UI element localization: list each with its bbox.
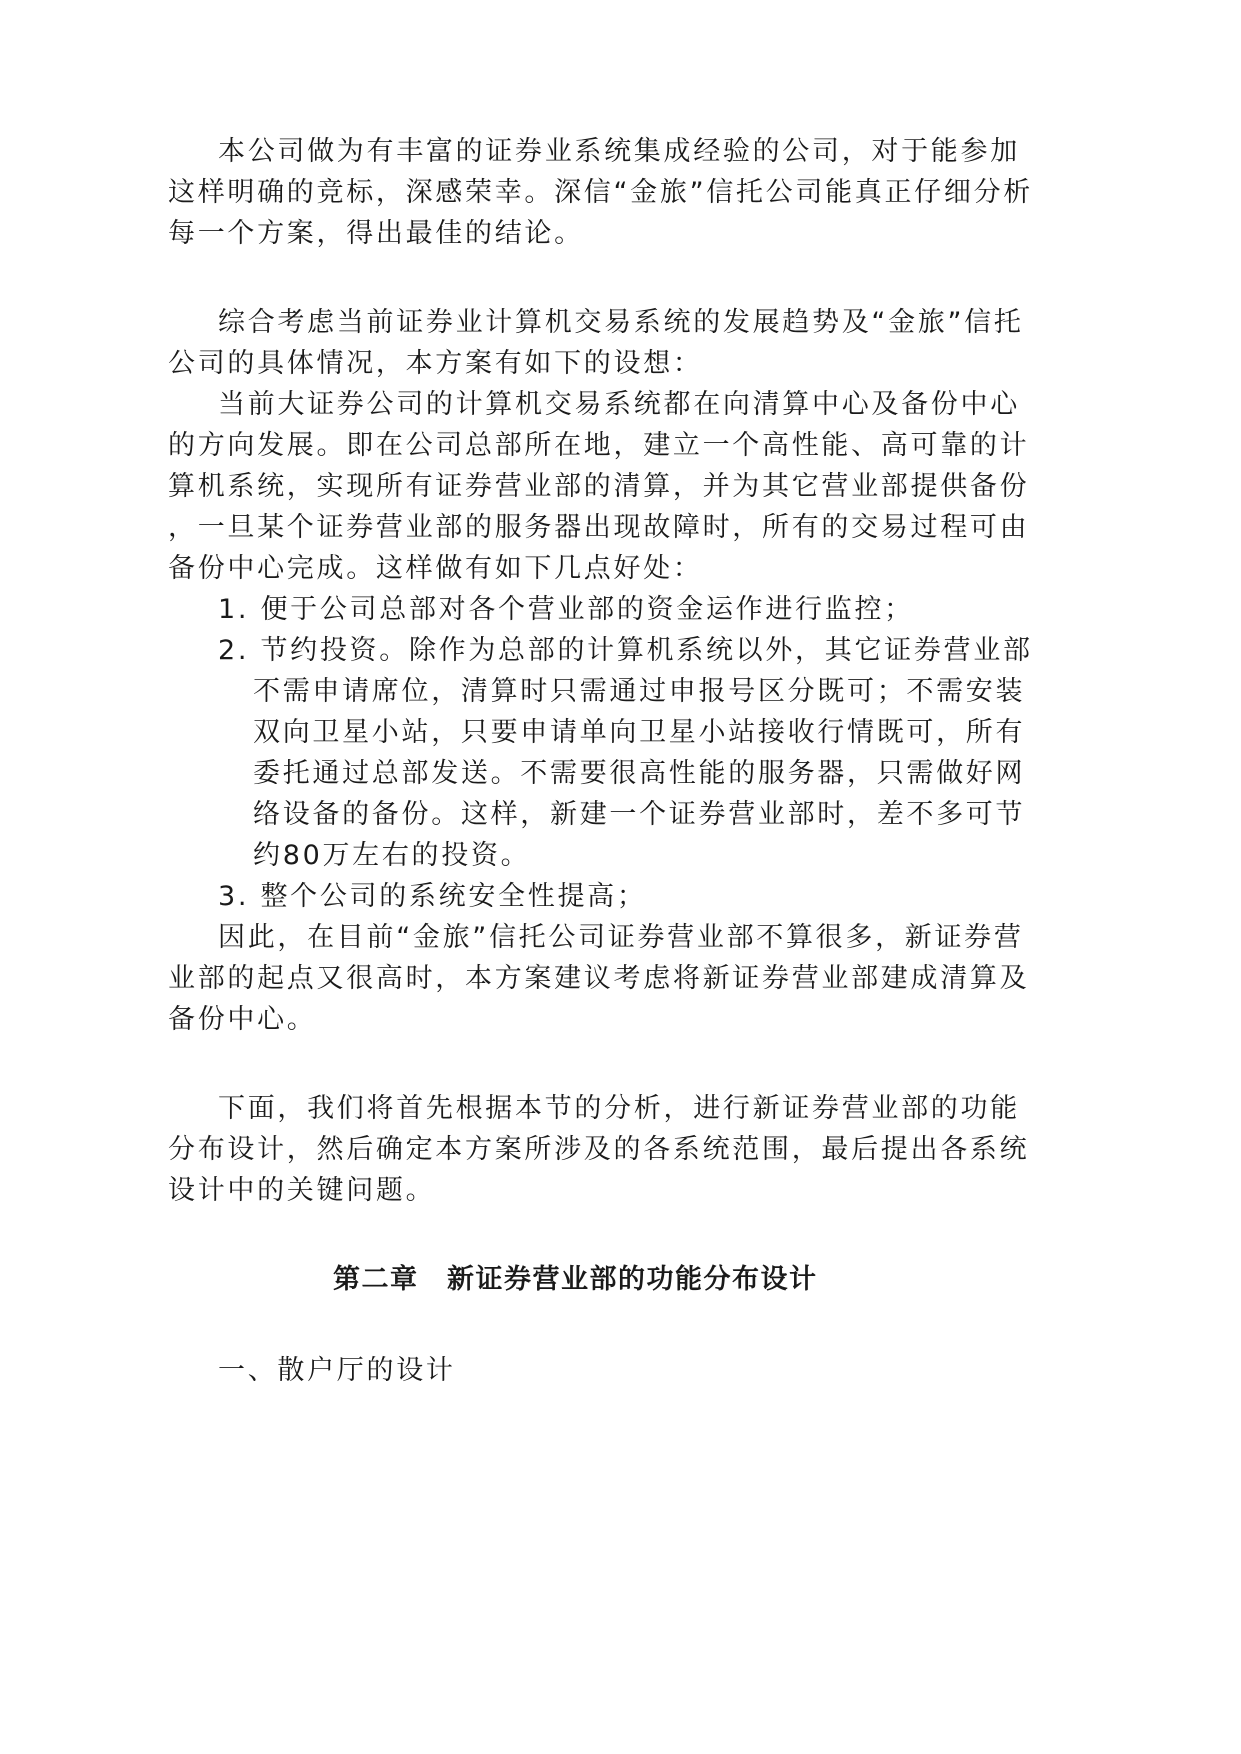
paragraph-line: ，一旦某个证券营业部的服务器出现故障时，所有的交易过程可由 [168,512,1030,543]
paragraph-line: 下面，我们将首先根据本节的分析，进行新证券营业部的功能 [218,1093,1020,1124]
paragraph-line: 的方向发展。即在公司总部所在地，建立一个高性能、高可靠的计 [168,430,1030,461]
list-item-continuation: 委托通过总部发送。不需要很高性能的服务器，只需做好网 [253,758,1026,789]
list-item-continuation: 双向卫星小站，只要申请单向卫星小站接收行情既可，所有 [253,717,1026,748]
paragraph-line: 当前大证券公司的计算机交易系统都在向清算中心及备份中心 [218,389,1020,420]
paragraph-line: 业部的起点又很高时，本方案建议考虑将新证券营业部建成清算及 [168,963,1030,994]
chapter-heading: 第二章 新证券营业部的功能分布设计 [333,1264,818,1295]
paragraph-line: 公司的具体情况，本方案有如下的设想： [168,348,703,379]
section-heading: 一、散户厅的设计 [218,1355,456,1386]
paragraph-line: 分布设计，然后确定本方案所涉及的各系统范围，最后提出各系统 [168,1134,1030,1165]
list-item: 3. 整个公司的系统安全性提高； [218,881,647,912]
paragraph-line: 本公司做为有丰富的证券业系统集成经验的公司，对于能参加 [218,136,1020,167]
paragraph-line: 备份中心完成。这样做有如下几点好处： [168,553,703,584]
list-item: 1. 便于公司总部对各个营业部的资金运作进行监控； [218,594,914,625]
paragraph-line: 这样明确的竞标，深感荣幸。深信“金旅”信托公司能真正仔细分析 [168,177,1033,208]
list-item-continuation: 络设备的备份。这样，新建一个证券营业部时，差不多可节 [253,799,1026,830]
paragraph-line: 每一个方案，得出最佳的结论。 [168,218,584,249]
list-item-continuation: 不需申请席位，清算时只需通过申报号区分既可；不需安装 [253,676,1026,707]
list-item-continuation: 约80万左右的投资。 [253,840,531,871]
paragraph-line: 设计中的关键问题。 [168,1175,436,1206]
paragraph-line: 综合考虑当前证券业计算机交易系统的发展趋势及“金旅”信托 [218,307,1024,338]
list-item: 2. 节约投资。除作为总部的计算机系统以外，其它证券营业部 [218,635,1033,666]
paragraph-line: 算机系统，实现所有证券营业部的清算，并为其它营业部提供备份 [168,471,1030,502]
paragraph-line: 备份中心。 [168,1004,317,1035]
paragraph-line: 因此，在目前“金旅”信托公司证券营业部不算很多，新证券营 [218,922,1024,953]
